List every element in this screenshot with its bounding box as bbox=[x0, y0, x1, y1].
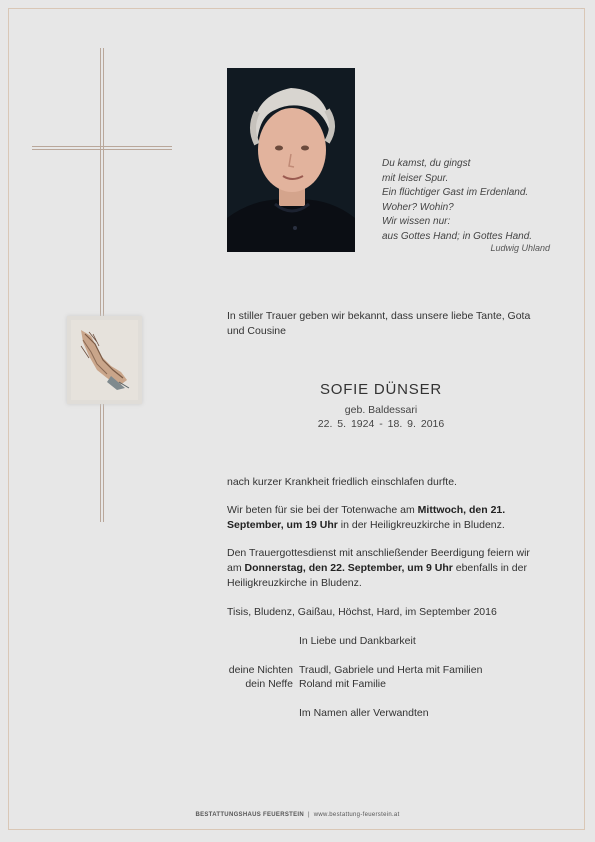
poem-line: aus Gottes Hand; in Gottes Hand. bbox=[382, 230, 533, 242]
paragraph-wake bbox=[227, 503, 547, 533]
nieces-label: deine Nichten bbox=[228, 664, 293, 676]
portrait-photo bbox=[227, 68, 355, 252]
poem bbox=[382, 157, 552, 244]
poem-author: Ludwig Uhland bbox=[490, 243, 550, 253]
praying-hands-image bbox=[67, 316, 142, 404]
life-dates bbox=[227, 418, 535, 430]
footer-separator: | bbox=[307, 812, 310, 818]
intro-text: In stiller Trauer geben wir bekannt, dass unsere liebe Tante, Gota und Cousine bbox=[227, 310, 531, 337]
closing-line: Im Namen aller Verwandten bbox=[299, 707, 429, 719]
poem-line: mit leiser Spur. bbox=[382, 172, 449, 184]
paragraph-passing: nach kurzer Krankheit friedlich einschlafen durfte. bbox=[227, 476, 457, 488]
footer-url[interactable]: www.bestattung-feuerstein.at bbox=[313, 812, 400, 818]
funeral-text: Den Trauergottesdienst mit anschließender Beerdigung feiern wir am bbox=[227, 547, 530, 574]
love-line: In Liebe und Dankbarkeit bbox=[299, 635, 416, 647]
footer bbox=[0, 812, 595, 818]
death-date: 18. 9. 2016 bbox=[387, 418, 445, 430]
corner-mark: · bbox=[581, 6, 583, 12]
wake-place: in der Heiligkreuzkirche in Bludenz. bbox=[337, 519, 505, 531]
maiden-name: geb. Baldessari bbox=[344, 404, 418, 416]
funeral-place: ebenfalls in der Heiligkreuzkirche in Bludenz. bbox=[227, 562, 527, 589]
deceased-name: SOFIE DÜNSER bbox=[319, 381, 443, 398]
wake-text: Wir beten für sie bei der Totenwache am bbox=[227, 504, 418, 516]
poem-line: Du kamst, du gingst bbox=[382, 158, 471, 169]
birth-date: 22. 5. 1924 bbox=[317, 418, 375, 430]
cross-icon bbox=[100, 48, 104, 522]
poem-line: Woher? Wohin? bbox=[382, 201, 454, 213]
poem-line: Ein flüchtiger Gast im Erdenland. bbox=[382, 187, 529, 198]
date-separator: - bbox=[379, 418, 383, 430]
places-date: Tisis, Bludenz, Gaißau, Höchst, Hard, im September 2016 bbox=[227, 606, 497, 618]
funeral-date: Donnerstag, den 22. September, um 9 Uhr bbox=[244, 562, 453, 574]
paragraph-funeral bbox=[227, 546, 547, 591]
cross-crossbar bbox=[32, 146, 172, 150]
nieces-names: Traudl, Gabriele und Herta mit Familien bbox=[299, 664, 483, 676]
footer-firm: BESTATTUNGSHAUS FEUERSTEIN bbox=[195, 812, 305, 818]
poem-line: Wir wissen nur: bbox=[382, 216, 451, 227]
nephew-names: Roland mit Familie bbox=[299, 678, 386, 690]
nephew-label: dein Neffe bbox=[245, 678, 293, 690]
wake-date: Mittwoch, den 21. September, um 19 Uhr bbox=[227, 504, 506, 531]
